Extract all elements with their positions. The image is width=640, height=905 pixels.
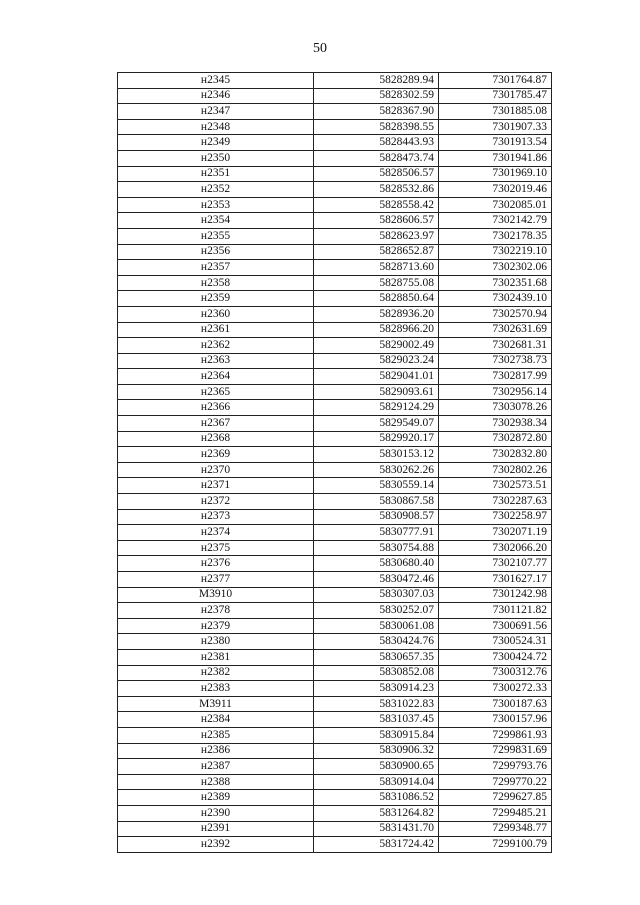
point-id-cell: М3911 xyxy=(118,696,314,712)
x-coordinate-cell: 5830153.12 xyxy=(314,447,439,463)
point-id-cell: н2353 xyxy=(118,197,314,213)
y-coordinate-cell: 7299861.93 xyxy=(439,727,552,743)
point-id-cell: н2372 xyxy=(118,494,314,510)
y-coordinate-cell: 7301764.87 xyxy=(439,73,552,89)
table-row xyxy=(118,291,552,307)
x-coordinate-cell: 5829124.29 xyxy=(314,400,439,416)
point-id-cell: н2354 xyxy=(118,213,314,229)
x-coordinate-cell: 5830657.35 xyxy=(314,649,439,665)
y-coordinate-cell: 7299831.69 xyxy=(439,743,552,759)
table-row xyxy=(118,603,552,619)
table-row xyxy=(118,135,552,151)
point-id-cell: н2365 xyxy=(118,384,314,400)
point-id-cell: н2358 xyxy=(118,275,314,291)
point-id-cell: н2376 xyxy=(118,556,314,572)
x-coordinate-cell: 5828713.60 xyxy=(314,260,439,276)
y-coordinate-cell: 7302019.46 xyxy=(439,182,552,198)
y-coordinate-cell: 7302439.10 xyxy=(439,291,552,307)
table-row xyxy=(118,213,552,229)
x-coordinate-cell: 5830424.76 xyxy=(314,634,439,650)
table-row xyxy=(118,447,552,463)
x-coordinate-cell: 5830852.08 xyxy=(314,665,439,681)
x-coordinate-cell: 5829002.49 xyxy=(314,338,439,354)
table-row xyxy=(118,696,552,712)
point-id-cell: н2345 xyxy=(118,73,314,89)
table-row xyxy=(118,790,552,806)
x-coordinate-cell: 5828398.55 xyxy=(314,119,439,135)
point-id-cell: н2387 xyxy=(118,759,314,775)
x-coordinate-cell: 5830906.32 xyxy=(314,743,439,759)
x-coordinate-cell: 5830559.14 xyxy=(314,478,439,494)
y-coordinate-cell: 7299627.85 xyxy=(439,790,552,806)
coordinates-table xyxy=(117,72,552,853)
y-coordinate-cell: 7300691.56 xyxy=(439,618,552,634)
point-id-cell: н2383 xyxy=(118,681,314,697)
x-coordinate-cell: 5828755.08 xyxy=(314,275,439,291)
x-coordinate-cell: 5830867.58 xyxy=(314,494,439,510)
y-coordinate-cell: 7302631.69 xyxy=(439,322,552,338)
y-coordinate-cell: 7299793.76 xyxy=(439,759,552,775)
point-id-cell: н2362 xyxy=(118,338,314,354)
point-id-cell: н2351 xyxy=(118,166,314,182)
table-row xyxy=(118,837,552,853)
y-coordinate-cell: 7302738.73 xyxy=(439,353,552,369)
y-coordinate-cell: 7299348.77 xyxy=(439,821,552,837)
table-row xyxy=(118,712,552,728)
x-coordinate-cell: 5828443.93 xyxy=(314,135,439,151)
x-coordinate-cell: 5831724.42 xyxy=(314,837,439,853)
y-coordinate-cell: 7302107.77 xyxy=(439,556,552,572)
x-coordinate-cell: 5829549.07 xyxy=(314,416,439,432)
x-coordinate-cell: 5828473.74 xyxy=(314,150,439,166)
x-coordinate-cell: 5828936.20 xyxy=(314,306,439,322)
x-coordinate-cell: 5829023.24 xyxy=(314,353,439,369)
y-coordinate-cell: 7302351.68 xyxy=(439,275,552,291)
x-coordinate-cell: 5828367.90 xyxy=(314,104,439,120)
y-coordinate-cell: 7302066.20 xyxy=(439,540,552,556)
y-coordinate-cell: 7300272.33 xyxy=(439,681,552,697)
page-number: 50 xyxy=(313,41,327,56)
x-coordinate-cell: 5831037.45 xyxy=(314,712,439,728)
x-coordinate-cell: 5828302.59 xyxy=(314,88,439,104)
y-coordinate-cell: 7301785.47 xyxy=(439,88,552,104)
point-id-cell: н2352 xyxy=(118,182,314,198)
point-id-cell: н2355 xyxy=(118,228,314,244)
table-row xyxy=(118,197,552,213)
point-id-cell: н2364 xyxy=(118,369,314,385)
table-row xyxy=(118,431,552,447)
y-coordinate-cell: 7302681.31 xyxy=(439,338,552,354)
x-coordinate-cell: 5830262.26 xyxy=(314,462,439,478)
table-row xyxy=(118,509,552,525)
y-coordinate-cell: 7299485.21 xyxy=(439,805,552,821)
point-id-cell: н2350 xyxy=(118,150,314,166)
table-row xyxy=(118,400,552,416)
point-id-cell: н2368 xyxy=(118,431,314,447)
y-coordinate-cell: 7302142.79 xyxy=(439,213,552,229)
table-row xyxy=(118,73,552,89)
x-coordinate-cell: 5831431.70 xyxy=(314,821,439,837)
point-id-cell: н2369 xyxy=(118,447,314,463)
table-row xyxy=(118,727,552,743)
point-id-cell: н2377 xyxy=(118,572,314,588)
x-coordinate-cell: 5828506.57 xyxy=(314,166,439,182)
table-row xyxy=(118,166,552,182)
y-coordinate-cell: 7302258.97 xyxy=(439,509,552,525)
x-coordinate-cell: 5830777.91 xyxy=(314,525,439,541)
x-coordinate-cell: 5830914.04 xyxy=(314,774,439,790)
table-row xyxy=(118,634,552,650)
y-coordinate-cell: 7300187.63 xyxy=(439,696,552,712)
y-coordinate-cell: 7301121.82 xyxy=(439,603,552,619)
table-row xyxy=(118,665,552,681)
table-row xyxy=(118,244,552,260)
y-coordinate-cell: 7302817.99 xyxy=(439,369,552,385)
y-coordinate-cell: 7301913.54 xyxy=(439,135,552,151)
y-coordinate-cell: 7302872.80 xyxy=(439,431,552,447)
x-coordinate-cell: 5829041.01 xyxy=(314,369,439,385)
x-coordinate-cell: 5830754.88 xyxy=(314,540,439,556)
x-coordinate-cell: 5828652.87 xyxy=(314,244,439,260)
x-coordinate-cell: 5830680.40 xyxy=(314,556,439,572)
point-id-cell: н2373 xyxy=(118,509,314,525)
y-coordinate-cell: 7302570.94 xyxy=(439,306,552,322)
point-id-cell: н2371 xyxy=(118,478,314,494)
x-coordinate-cell: 5828289.94 xyxy=(314,73,439,89)
y-coordinate-cell: 7302178.35 xyxy=(439,228,552,244)
table-row xyxy=(118,182,552,198)
point-id-cell: н2361 xyxy=(118,322,314,338)
point-id-cell: н2385 xyxy=(118,727,314,743)
point-id-cell: н2381 xyxy=(118,649,314,665)
x-coordinate-cell: 5828558.42 xyxy=(314,197,439,213)
point-id-cell: н2356 xyxy=(118,244,314,260)
y-coordinate-cell: 7300424.72 xyxy=(439,649,552,665)
point-id-cell: н2347 xyxy=(118,104,314,120)
table-row xyxy=(118,649,552,665)
point-id-cell: н2384 xyxy=(118,712,314,728)
y-coordinate-cell: 7302956.14 xyxy=(439,384,552,400)
y-coordinate-cell: 7302287.63 xyxy=(439,494,552,510)
y-coordinate-cell: 7301242.98 xyxy=(439,587,552,603)
table-row xyxy=(118,774,552,790)
table-row xyxy=(118,88,552,104)
table-row xyxy=(118,119,552,135)
x-coordinate-cell: 5830252.07 xyxy=(314,603,439,619)
point-id-cell: н2370 xyxy=(118,462,314,478)
y-coordinate-cell: 7302573.51 xyxy=(439,478,552,494)
x-coordinate-cell: 5831264.82 xyxy=(314,805,439,821)
point-id-cell: н2391 xyxy=(118,821,314,837)
point-id-cell: н2386 xyxy=(118,743,314,759)
point-id-cell: н2380 xyxy=(118,634,314,650)
x-coordinate-cell: 5830900.65 xyxy=(314,759,439,775)
x-coordinate-cell: 5830914.23 xyxy=(314,681,439,697)
table-row xyxy=(118,759,552,775)
point-id-cell: н2392 xyxy=(118,837,314,853)
point-id-cell: н2382 xyxy=(118,665,314,681)
x-coordinate-cell: 5829920.17 xyxy=(314,431,439,447)
point-id-cell: н2357 xyxy=(118,260,314,276)
point-id-cell: н2378 xyxy=(118,603,314,619)
x-coordinate-cell: 5830061.08 xyxy=(314,618,439,634)
point-id-cell: н2389 xyxy=(118,790,314,806)
table-row xyxy=(118,462,552,478)
table-row xyxy=(118,743,552,759)
point-id-cell: н2374 xyxy=(118,525,314,541)
x-coordinate-cell: 5828966.20 xyxy=(314,322,439,338)
x-coordinate-cell: 5830472.46 xyxy=(314,572,439,588)
y-coordinate-cell: 7302832.80 xyxy=(439,447,552,463)
point-id-cell: н2375 xyxy=(118,540,314,556)
table-row xyxy=(118,306,552,322)
table-row xyxy=(118,681,552,697)
x-coordinate-cell: 5831086.52 xyxy=(314,790,439,806)
x-coordinate-cell: 5828532.86 xyxy=(314,182,439,198)
point-id-cell: М3910 xyxy=(118,587,314,603)
table-row xyxy=(118,150,552,166)
coordinates-table-body xyxy=(118,73,552,853)
y-coordinate-cell: 7302302.06 xyxy=(439,260,552,276)
y-coordinate-cell: 7302219.10 xyxy=(439,244,552,260)
table-row xyxy=(118,556,552,572)
y-coordinate-cell: 7300524.31 xyxy=(439,634,552,650)
point-id-cell: н2348 xyxy=(118,119,314,135)
table-row xyxy=(118,369,552,385)
table-row xyxy=(118,275,552,291)
table-row xyxy=(118,587,552,603)
table-row xyxy=(118,260,552,276)
point-id-cell: н2346 xyxy=(118,88,314,104)
point-id-cell: н2390 xyxy=(118,805,314,821)
x-coordinate-cell: 5830915.84 xyxy=(314,727,439,743)
table-row xyxy=(118,478,552,494)
table-row xyxy=(118,353,552,369)
y-coordinate-cell: 7302938.34 xyxy=(439,416,552,432)
x-coordinate-cell: 5831022.83 xyxy=(314,696,439,712)
y-coordinate-cell: 7302071.19 xyxy=(439,525,552,541)
point-id-cell: н2349 xyxy=(118,135,314,151)
table-row xyxy=(118,228,552,244)
y-coordinate-cell: 7300312.76 xyxy=(439,665,552,681)
table-row xyxy=(118,805,552,821)
y-coordinate-cell: 7301627.17 xyxy=(439,572,552,588)
table-row xyxy=(118,104,552,120)
point-id-cell: н2388 xyxy=(118,774,314,790)
table-row xyxy=(118,540,552,556)
point-id-cell: н2379 xyxy=(118,618,314,634)
y-coordinate-cell: 7300157.96 xyxy=(439,712,552,728)
y-coordinate-cell: 7299770.22 xyxy=(439,774,552,790)
x-coordinate-cell: 5828606.57 xyxy=(314,213,439,229)
point-id-cell: н2363 xyxy=(118,353,314,369)
x-coordinate-cell: 5828850.64 xyxy=(314,291,439,307)
table-row xyxy=(118,572,552,588)
table-row xyxy=(118,494,552,510)
y-coordinate-cell: 7302802.26 xyxy=(439,462,552,478)
point-id-cell: н2360 xyxy=(118,306,314,322)
table-row xyxy=(118,384,552,400)
point-id-cell: н2366 xyxy=(118,400,314,416)
y-coordinate-cell: 7303078.26 xyxy=(439,400,552,416)
point-id-cell: н2367 xyxy=(118,416,314,432)
y-coordinate-cell: 7299100.79 xyxy=(439,837,552,853)
y-coordinate-cell: 7301885.08 xyxy=(439,104,552,120)
table-row xyxy=(118,821,552,837)
table-row xyxy=(118,525,552,541)
x-coordinate-cell: 5828623.97 xyxy=(314,228,439,244)
y-coordinate-cell: 7301907.33 xyxy=(439,119,552,135)
point-id-cell: н2359 xyxy=(118,291,314,307)
table-row xyxy=(118,618,552,634)
table-row xyxy=(118,322,552,338)
y-coordinate-cell: 7301969.10 xyxy=(439,166,552,182)
y-coordinate-cell: 7302085.01 xyxy=(439,197,552,213)
x-coordinate-cell: 5830908.57 xyxy=(314,509,439,525)
table-row xyxy=(118,416,552,432)
table-row xyxy=(118,338,552,354)
x-coordinate-cell: 5830307.03 xyxy=(314,587,439,603)
y-coordinate-cell: 7301941.86 xyxy=(439,150,552,166)
x-coordinate-cell: 5829093.61 xyxy=(314,384,439,400)
